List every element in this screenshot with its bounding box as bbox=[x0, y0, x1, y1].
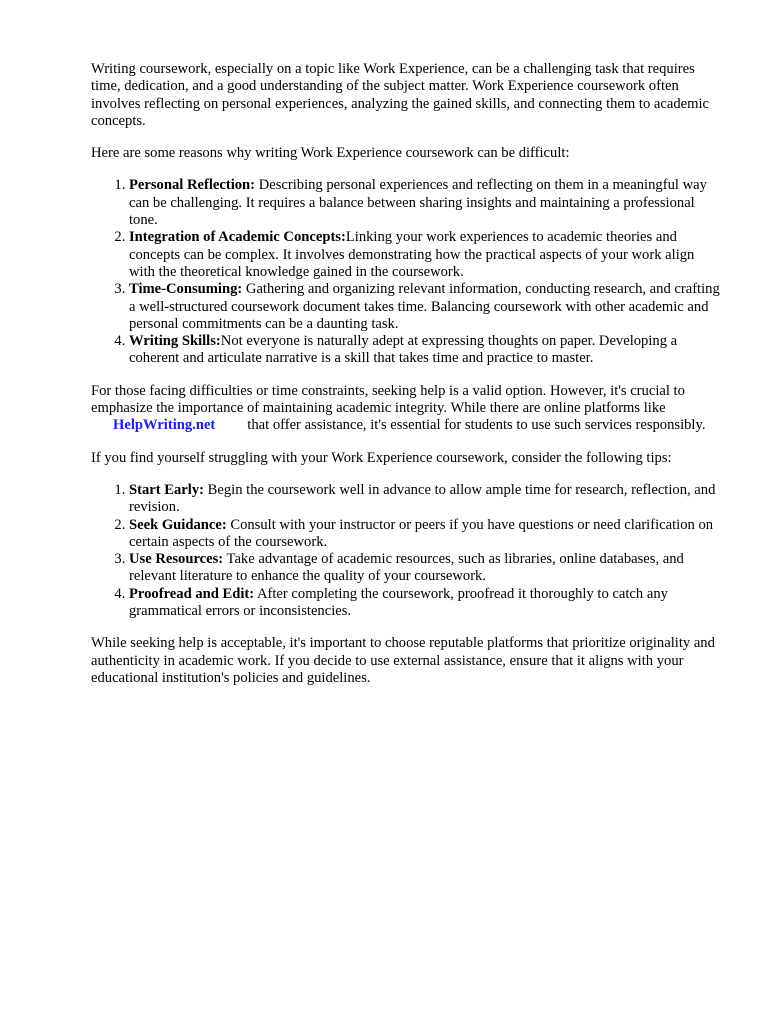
helpwriting-link[interactable]: HelpWriting.net bbox=[113, 417, 216, 434]
help-text-before: For those facing difficulties or time constraints, seeking help is a valid option. However, it's crucial to emphasize the importance of maintaining academic integrity. While there are online platforms like bbox=[91, 382, 685, 417]
list-item-text: Linking your work experiences to academic theories and concepts can be complex. It involves demonstrating how the practical aspects of your work align with the theoretical knowledge gained in the coursework. bbox=[129, 229, 695, 280]
list-item-text: Describing personal experiences and reflecting on them in a meaningful way can be challenging. It requires a balance between sharing insights and maintaining a professional tone. bbox=[129, 177, 707, 229]
document-body bbox=[91, 61, 723, 702]
conclusion-paragraph: While seeking help is acceptable, it's important to choose reputable platforms that prioritize originality and authenticity in academic work. If you decide to use external assistance, ensure that it aligns with your educational institution's policies and guidelines. bbox=[91, 635, 715, 686]
list-item bbox=[129, 177, 723, 229]
list-item-title: Integration of Academic Concepts: bbox=[129, 229, 346, 246]
list-item-text: Gathering and organizing relevant information, conducting research, and crafting a well-structured coursework document takes time. Balancing coursework with other academic and personal commitments can be a daunting task. bbox=[129, 281, 720, 332]
list-item-text: After completing the coursework, proofread it thoroughly to catch any grammatical errors or inconsistencies. bbox=[129, 585, 668, 620]
list-item-title: Proofread and Edit: bbox=[129, 585, 255, 602]
list-item bbox=[129, 482, 723, 517]
help-paragraph bbox=[91, 383, 723, 435]
list-item-title: Personal Reflection: bbox=[129, 177, 256, 194]
tips-heading: If you find yourself struggling with your Work Experience coursework, consider the following tips: bbox=[91, 449, 672, 466]
list-item bbox=[129, 229, 723, 281]
list-item-text: Begin the coursework well in advance to allow ample time for research, reflection, and revision. bbox=[129, 481, 716, 516]
list-item-title: Seek Guidance: bbox=[129, 516, 227, 533]
list-item bbox=[129, 551, 723, 586]
list-item bbox=[129, 517, 723, 552]
list-item-text: Not everyone is naturally adept at expressing thoughts on paper. Developing a coherent and articulate narrative is a skill that takes time and practice to master. bbox=[129, 333, 678, 367]
list-item-title: Start Early: bbox=[129, 481, 204, 498]
list-item bbox=[129, 333, 723, 368]
list-item-title: Use Resources: bbox=[129, 551, 224, 568]
list-item-title: Writing Skills: bbox=[129, 333, 221, 350]
list-item-text: Take advantage of academic resources, such as libraries, online databases, and relevant literature to enhance the quality of your coursework. bbox=[129, 551, 684, 585]
list-item bbox=[129, 586, 723, 621]
reasons-heading: Here are some reasons why writing Work Experience coursework can be difficult: bbox=[91, 145, 570, 162]
reasons-list bbox=[91, 177, 723, 367]
help-text-after: that offer assistance, it's essential for students to use such services responsibly. bbox=[247, 417, 706, 434]
list-item-text: Consult with your instructor or peers if you have questions or need clarification on certain aspects of the coursework. bbox=[129, 516, 714, 550]
list-item bbox=[129, 281, 723, 333]
list-item-title: Time-Consuming: bbox=[129, 281, 243, 298]
intro-paragraph: Writing coursework, especially on a topic like Work Experience, can be a challenging task that requires time, dedication, and a good understanding of the subject matter. Work Experience coursework often involves reflecting on personal experiences, analyzing the gained skills, and connecting them to academic concepts. bbox=[91, 61, 709, 129]
tips-list bbox=[91, 482, 723, 620]
